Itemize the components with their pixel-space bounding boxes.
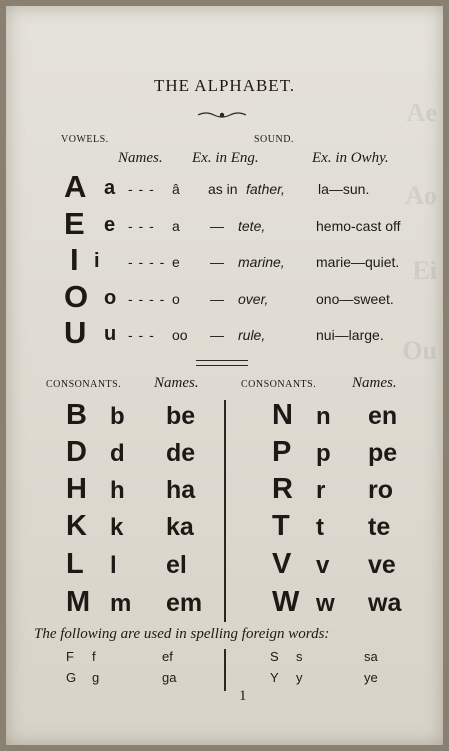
consonant-upper: N bbox=[272, 399, 293, 431]
vowels-header: VOWELS. bbox=[61, 134, 109, 145]
consonant-row bbox=[6, 586, 443, 622]
foreign-lower: y bbox=[296, 670, 303, 685]
consonant-row bbox=[6, 510, 443, 546]
consonant-name: en bbox=[368, 402, 398, 430]
owhy-example: hemo-cast off bbox=[316, 217, 401, 234]
consonant-lower: t bbox=[316, 514, 324, 541]
foreign-upper: Y bbox=[270, 670, 279, 685]
consonant-lower: w bbox=[316, 590, 335, 617]
foreign-name: ga bbox=[162, 670, 177, 685]
consonant-lower: d bbox=[110, 440, 125, 467]
english-example-word: tete, bbox=[238, 217, 266, 234]
consonant-name: te bbox=[368, 513, 391, 541]
foreign-upper: S bbox=[270, 649, 279, 664]
english-example-prefix: — bbox=[210, 217, 224, 234]
consonant-row bbox=[6, 548, 443, 584]
page-title: THE ALPHABET. bbox=[153, 76, 296, 95]
names-header-left: Names. bbox=[154, 375, 199, 391]
english-example-word: rule, bbox=[238, 327, 266, 343]
vowel-upper: I bbox=[70, 242, 79, 277]
bleed-through-ei: Ei bbox=[412, 256, 437, 285]
consonant-name: ka bbox=[166, 513, 194, 541]
ornament-divider bbox=[196, 109, 248, 121]
consonant-lower: v bbox=[316, 552, 330, 579]
foreign-letter-row bbox=[6, 649, 443, 669]
consonant-upper: H bbox=[66, 473, 87, 505]
consonant-lower: r bbox=[316, 477, 326, 504]
consonant-row bbox=[6, 473, 443, 509]
english-example-prefix: — bbox=[210, 327, 224, 343]
vowel-row bbox=[6, 242, 443, 278]
bleed-through-ae: Ae bbox=[406, 98, 437, 127]
consonant-upper: V bbox=[272, 548, 292, 580]
vowel-dashes: - - - bbox=[128, 217, 155, 234]
section-rule bbox=[196, 360, 248, 366]
consonant-name: de bbox=[166, 439, 196, 467]
example-owhy-header: Ex. in Owhy. bbox=[312, 150, 389, 166]
names-header-right: Names. bbox=[352, 375, 397, 391]
sound-header: SOUND. bbox=[254, 134, 294, 145]
page-number: 1 bbox=[239, 688, 247, 704]
example-english-header: Ex. in Eng. bbox=[192, 150, 259, 166]
consonant-upper: M bbox=[66, 586, 91, 618]
consonant-lower: p bbox=[316, 440, 331, 467]
consonant-upper: B bbox=[66, 399, 87, 431]
foreign-lower: g bbox=[92, 670, 100, 685]
vowel-row bbox=[6, 206, 443, 242]
english-example-prefix: — bbox=[210, 254, 224, 270]
bleed-through-ao: Ao bbox=[405, 181, 437, 210]
consonant-lower: n bbox=[316, 403, 331, 430]
consonant-upper: T bbox=[272, 510, 290, 542]
owhy-example: marie—quiet. bbox=[316, 254, 400, 270]
vowel-sound: e bbox=[172, 254, 180, 270]
consonant-row bbox=[6, 399, 443, 435]
consonant-row bbox=[6, 436, 443, 472]
vowel-dashes: - - - - bbox=[128, 254, 166, 270]
foreign-lower: s bbox=[296, 649, 303, 664]
book-page bbox=[6, 6, 443, 745]
consonant-name: wa bbox=[368, 589, 402, 617]
vowel-sound: o bbox=[172, 290, 180, 307]
consonant-lower: b bbox=[110, 403, 125, 430]
vowel-lower: e bbox=[104, 213, 116, 236]
owhy-example: la—sun. bbox=[318, 181, 370, 197]
vowel-row bbox=[6, 169, 443, 205]
consonant-name: pe bbox=[368, 439, 398, 467]
foreign-upper: F bbox=[66, 649, 74, 664]
owhy-example: nui—large. bbox=[316, 327, 384, 343]
consonant-name: el bbox=[166, 551, 187, 579]
consonant-lower: m bbox=[110, 590, 132, 617]
vowel-sound: a bbox=[172, 217, 180, 234]
consonants-header-left: CONSONANTS. bbox=[46, 379, 122, 390]
consonant-name: ve bbox=[368, 551, 396, 579]
consonant-name: be bbox=[166, 402, 196, 430]
vowel-lower: u bbox=[104, 323, 117, 345]
vowel-lower: o bbox=[104, 286, 117, 309]
vowel-lower: a bbox=[104, 177, 116, 199]
consonant-upper: W bbox=[272, 586, 300, 618]
consonant-upper: D bbox=[66, 436, 87, 468]
consonant-upper: K bbox=[66, 510, 87, 542]
consonant-name: ha bbox=[166, 476, 196, 504]
consonant-upper: L bbox=[66, 548, 84, 580]
consonants-header-right: CONSONANTS. bbox=[241, 379, 317, 390]
vowel-upper: E bbox=[64, 205, 85, 241]
vowel-row bbox=[6, 315, 443, 351]
vowel-dashes: - - - bbox=[128, 327, 155, 343]
vowel-sound: â bbox=[172, 181, 180, 197]
consonant-upper: P bbox=[272, 436, 292, 468]
vowel-upper: A bbox=[64, 169, 87, 204]
consonant-lower: h bbox=[110, 477, 125, 504]
consonant-name: em bbox=[166, 589, 203, 617]
vowel-dashes: - - - - bbox=[128, 290, 166, 307]
consonant-lower: k bbox=[110, 514, 124, 541]
foreign-letter-row bbox=[6, 670, 443, 690]
vowel-dashes: - - - bbox=[128, 181, 155, 197]
names-column-header: Names. bbox=[118, 150, 163, 166]
english-example-prefix: as in bbox=[208, 181, 238, 197]
consonant-lower: l bbox=[110, 552, 117, 579]
foreign-name: ef bbox=[162, 649, 173, 664]
english-example-word: over, bbox=[238, 290, 269, 307]
english-example-word: father, bbox=[246, 181, 285, 197]
bleed-through-ou: Ou bbox=[402, 336, 437, 365]
foreign-name: sa bbox=[364, 649, 378, 664]
vowel-sound: oo bbox=[172, 327, 188, 343]
english-example-word: marine, bbox=[238, 254, 285, 270]
vowel-upper: U bbox=[64, 315, 87, 350]
foreign-upper: G bbox=[66, 670, 77, 685]
foreign-lower: f bbox=[92, 649, 96, 664]
vowel-row bbox=[6, 279, 443, 315]
foreign-name: ye bbox=[364, 670, 378, 685]
vowel-lower: i bbox=[94, 250, 100, 272]
owhy-example: ono—sweet. bbox=[316, 290, 394, 307]
vowel-upper: O bbox=[64, 278, 89, 314]
consonant-upper: R bbox=[272, 473, 293, 505]
foreign-words-note: The following are used in spelling foreign words: bbox=[34, 626, 330, 642]
consonant-name: ro bbox=[368, 476, 393, 504]
english-example-prefix: — bbox=[210, 290, 224, 307]
